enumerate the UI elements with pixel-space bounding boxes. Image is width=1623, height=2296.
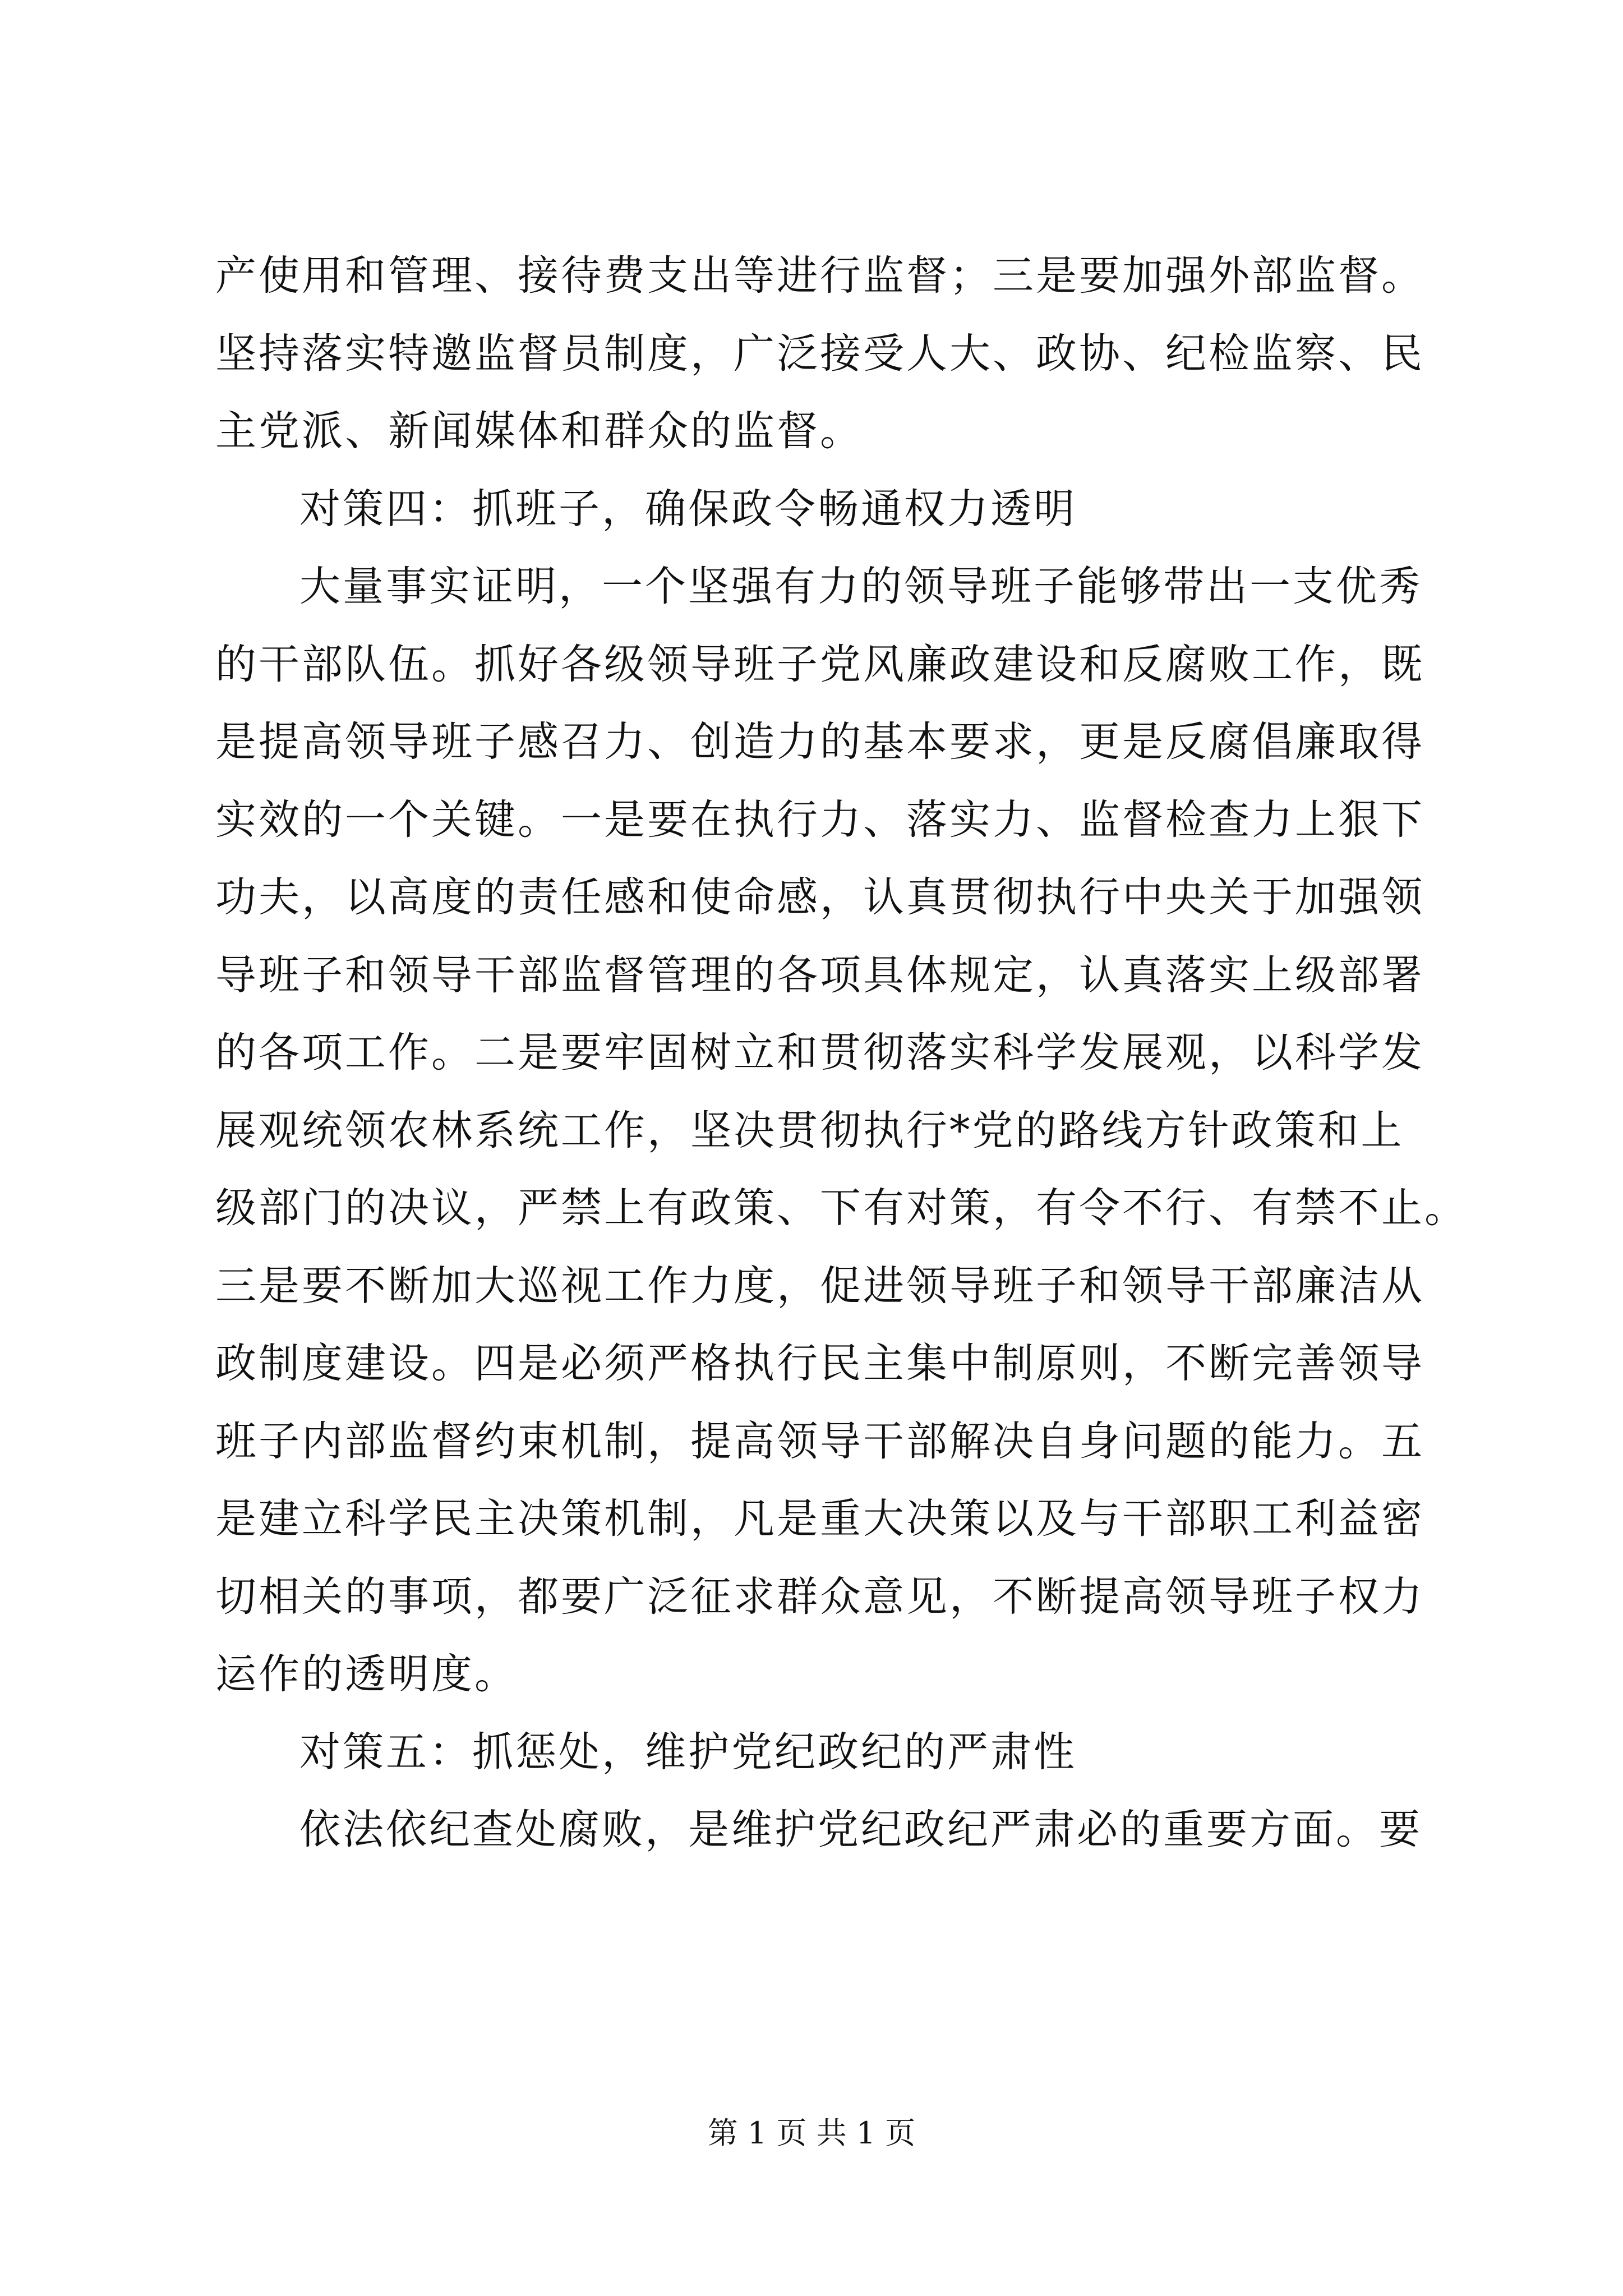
- paragraph-first-line: 大量事实证明，一个坚强有力的领导班子能够带出一支优秀: [299, 563, 1422, 610]
- text-line: 产使用和管理、接待费支出等进行监督；三是要加强外部监督。: [215, 252, 1424, 300]
- text-line: 切相关的事项，都要广泛征求群众意见，不断提高领导班子权力: [215, 1573, 1424, 1621]
- text-line: 级部门的决议，严禁上有政策、下有对策，有令不行、有禁不止。: [215, 1184, 1468, 1232]
- text-line: 坚持落实特邀监督员制度，广泛接受人大、政协、纪检监察、民: [215, 330, 1424, 378]
- text-line: 的干部队伍。抓好各级领导班子党风廉政建设和反腐败工作，既: [215, 641, 1424, 688]
- text-line: 班子内部监督约束机制，提高领导干部解决自身问题的能力。五: [215, 1418, 1424, 1465]
- text-line: 三是要不断加大巡视工作力度，促进领导班子和领导干部廉洁从: [215, 1262, 1424, 1310]
- page-footer: 第 1 页 共 1 页: [707, 2115, 916, 2151]
- text-line: 是提高领导班子感召力、创造力的基本要求，更是反腐倡廉取得: [215, 718, 1424, 766]
- text-line: 政制度建设。四是必须严格执行民主集中制原则，不断完善领导: [215, 1340, 1424, 1387]
- text-line: 运作的透明度。: [215, 1650, 518, 1698]
- paragraph-first-line: 对策四：抓班子，确保政令畅通权力透明: [299, 485, 1077, 533]
- text-line: 实效的一个关键。一是要在执行力、落实力、监督检查力上狠下: [215, 796, 1424, 844]
- text-line: 主党派、新闻媒体和群众的监督。: [215, 407, 863, 455]
- text-line: 功夫，以高度的责任感和使命感，认真贯彻执行中央关于加强领: [215, 873, 1424, 921]
- paragraph-first-line: 对策五：抓惩处，维护党纪政纪的严肃性: [299, 1728, 1077, 1776]
- text-line: 是建立科学民主决策机制，凡是重大决策以及与干部职工利益密: [215, 1495, 1424, 1543]
- text-line: 的各项工作。二是要牢固树立和贯彻落实科学发展观，以科学发: [215, 1029, 1424, 1076]
- paragraph-first-line: 依法依纪查处腐败，是维护党纪政纪严肃必的重要方面。要: [299, 1806, 1422, 1853]
- text-line: 导班子和领导干部监督管理的各项具体规定，认真落实上级部署: [215, 951, 1424, 999]
- text-line: 展观统领农林系统工作，坚决贯彻执行*党的路线方针政策和上: [215, 1107, 1404, 1154]
